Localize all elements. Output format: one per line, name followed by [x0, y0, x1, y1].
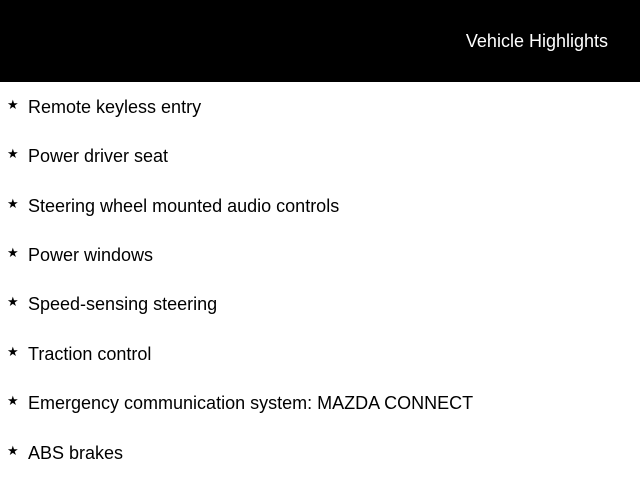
highlight-label: Steering wheel mounted audio controls	[28, 196, 340, 216]
star-icon: ★	[7, 147, 19, 162]
star-icon: ★	[7, 98, 19, 113]
highlight-label: Remote keyless entry	[28, 97, 202, 117]
star-icon: ★	[7, 246, 19, 261]
list-item	[0, 195, 640, 219]
list-item	[0, 293, 640, 317]
highlight-label: Speed-sensing steering	[28, 294, 218, 314]
star-icon: ★	[7, 197, 19, 212]
list-item	[0, 442, 640, 466]
star-icon: ★	[7, 295, 19, 310]
page-title: Vehicle Highlights	[465, 31, 608, 51]
list-item	[0, 145, 640, 169]
list-item	[0, 392, 640, 416]
list-item	[0, 343, 640, 367]
star-icon: ★	[7, 345, 19, 360]
highlight-label: Power driver seat	[28, 146, 169, 166]
highlight-label: ABS brakes	[28, 443, 124, 463]
star-icon: ★	[7, 394, 19, 409]
highlight-label: Traction control	[28, 344, 152, 364]
list-item	[0, 96, 640, 120]
highlight-label: Power windows	[28, 245, 154, 265]
list-item	[0, 244, 640, 268]
highlight-label: Emergency communication system: MAZDA CONNECT	[28, 393, 474, 413]
header-bar	[0, 0, 640, 82]
star-icon: ★	[7, 444, 19, 459]
